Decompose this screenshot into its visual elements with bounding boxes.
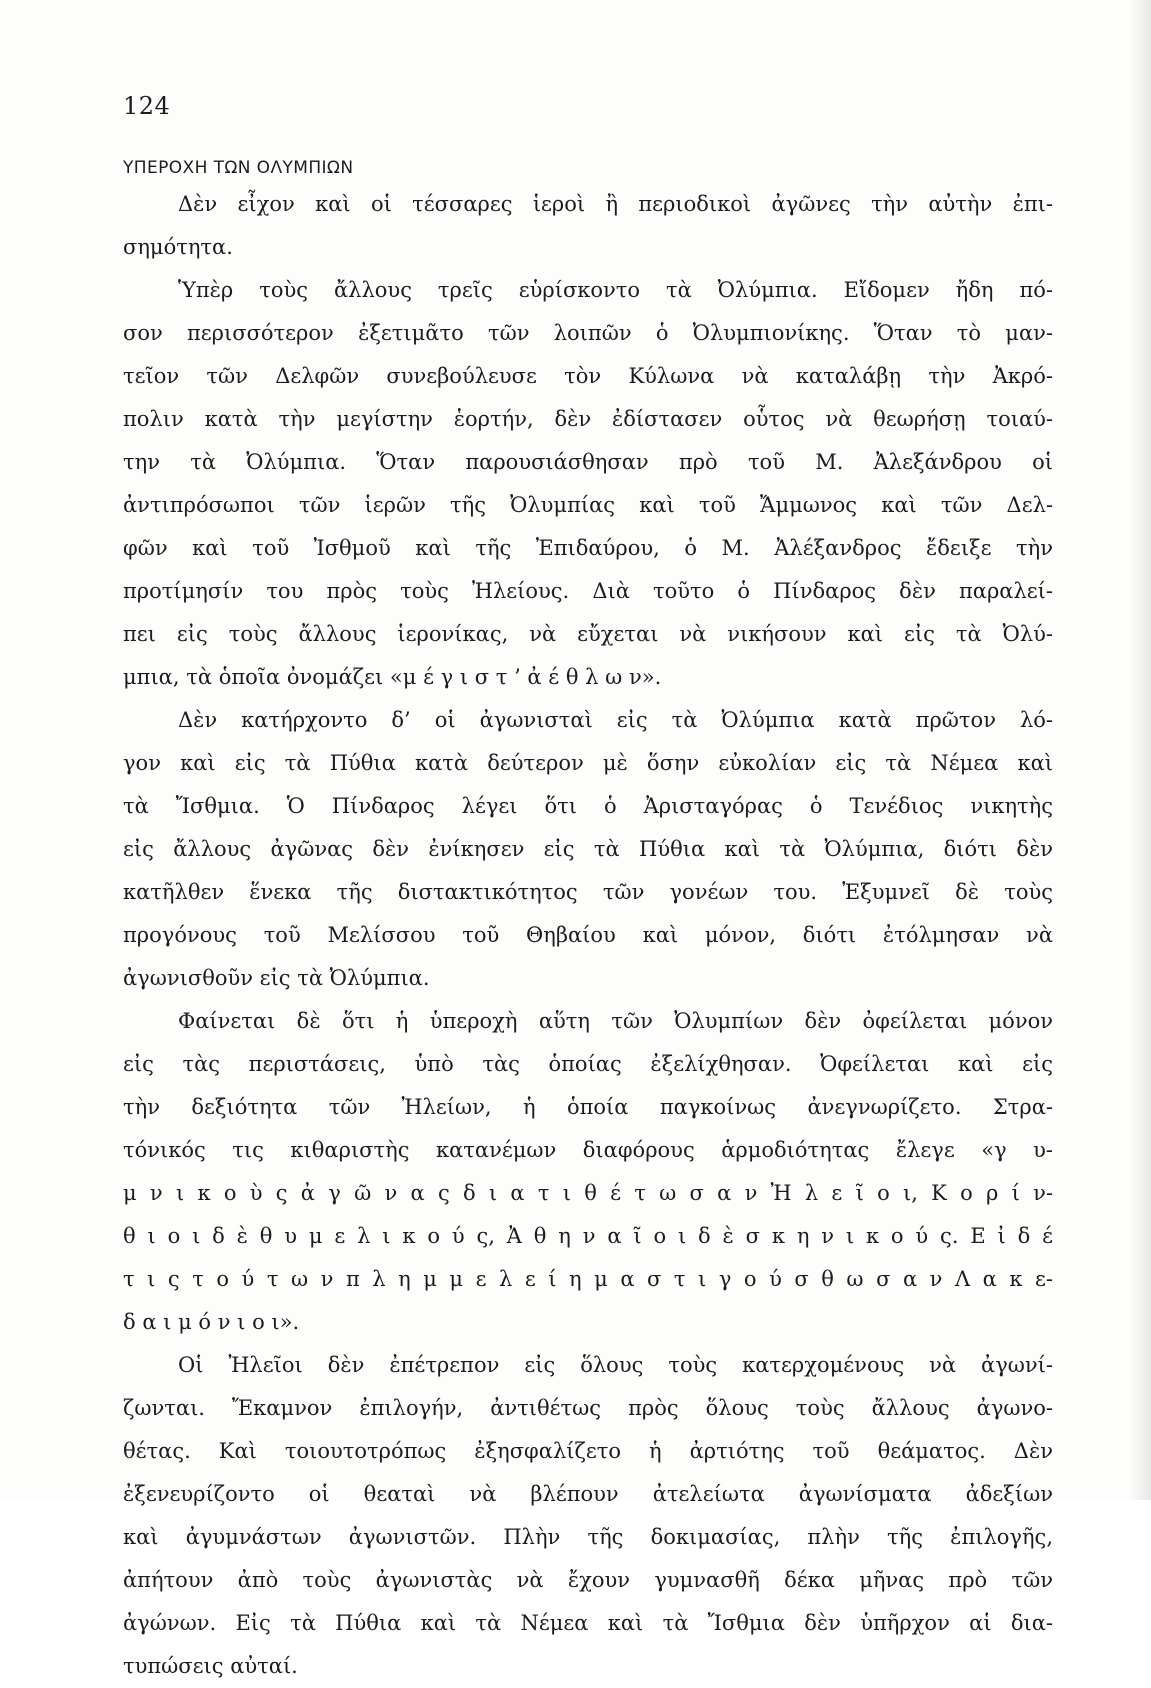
text-line: θέτας. Καὶ τοιουτοτρόπως ἐξησφαλίζετο ἡ ἀρτιότης τοῦ θεάματος. Δὲν — [123, 1439, 1053, 1463]
text-line: προγόνους τοῦ Μελίσσου τοῦ Θηβαίου καὶ μόνον, διότι ἐτόλμησαν νὰ — [123, 923, 1053, 947]
text-line: γον καὶ εἰς τὰ Πύθια κατὰ δεύτερον μὲ ὅσην εὐκολίαν εἰς τὰ Νέμεα καὶ — [123, 751, 1053, 775]
text-line: προτίμησίν του πρὸς τοὺς Ἠλείους. Διὰ τοῦτο ὁ Πίνδαρος δὲν παραλεί- — [123, 579, 1053, 603]
text-line: τυπώσεις αὐταί. — [123, 1654, 298, 1678]
text-line: θ ι ο ι δ ὲ θ υ μ ε λ ι κ ο ύ ς, Ἀ θ η ν α ῖ ο ι δ ὲ σ κ η ν ι κ ο ύ ς. Ε ἰ δ έ — [123, 1224, 1053, 1248]
text-line: μ ν ι κ ο ὺ ς ἀ γ ῶ ν α ς δ ι α τ ι θ έ τ ω σ α ν Ἠ λ ε ῖ ο ι, Κ ο ρ ί ν- — [123, 1181, 1053, 1205]
text-line: Φαίνεται δὲ ὅτι ἡ ὑπεροχὴ αὕτη τῶν Ὀλυμπίων δὲν ὀφείλεται μόνον — [178, 1009, 1053, 1033]
text-line: πολιν κατὰ τὴν μεγίστην ἑορτήν, δὲν ἐδίστασεν οὗτος νὰ θεωρήσῃ τοιαύ- — [123, 407, 1053, 431]
text-line: τεῖον τῶν Δελφῶν συνεβούλευσε τὸν Κύλωνα νὰ καταλάβῃ τὴν Ἀκρό- — [123, 364, 1053, 388]
text-line: ἀντιπρόσωποι τῶν ἱερῶν τῆς Ὀλυμπίας καὶ τοῦ Ἄμμωνος καὶ τῶν Δελ- — [123, 493, 1053, 517]
text-line: κατῆλθεν ἕνεκα τῆς διστακτικότητος τῶν γονέων του. Ἐξυμνεῖ δὲ τοὺς — [123, 880, 1053, 904]
text-line: Δὲν εἶχον καὶ οἱ τέσσαρες ἱεροὶ ἢ περιοδικοὶ ἀγῶνες τὴν αὐτὴν ἐπι- — [178, 192, 1053, 216]
text-line: Δὲν κατήρχοντο δ’ οἱ ἀγωνισταὶ εἰς τὰ Ὀλύμπια κατὰ πρῶτον λό- — [178, 708, 1053, 732]
text-line: ζωνται. Ἔκαμνον ἐπιλογήν, ἀντιθέτως πρὸς ὅλους τοὺς ἄλλους ἀγωνο- — [123, 1396, 1053, 1420]
text-line: τὰ Ἴσθμια. Ὁ Πίνδαρος λέγει ὅτι ὁ Ἀρισταγόρας ὁ Τενέδιος νικητὴς — [123, 794, 1053, 818]
text-line: Οἱ Ἠλεῖοι δὲν ἐπέτρεπον εἰς ὅλους τοὺς κατερχομένους νὰ ἀγωνί- — [178, 1353, 1053, 1377]
running-head: ΥΠΕΡΟΧΗ ΤΩΝ ΟΛΥΜΠΙΩΝ — [123, 158, 354, 178]
text-line: ἀγωνισθοῦν εἰς τὰ Ὀλύμπια. — [123, 966, 430, 990]
text-line: σημότητα. — [123, 235, 233, 259]
page-edge-shadow — [1129, 0, 1151, 1500]
text-line: την τὰ Ὀλύμπια. Ὅταν παρουσιάσθησαν πρὸ τοῦ Μ. Ἀλεξάνδρου οἱ — [123, 450, 1053, 474]
text-line: ἀγώνων. Εἰς τὰ Πύθια καὶ τὰ Νέμεα καὶ τὰ Ἴσθμια δὲν ὑπῆρχον αἱ δια- — [123, 1611, 1053, 1635]
text-line: τὴν δεξιότητα τῶν Ἠλείων, ἡ ὁποία παγκοίνως ἀνεγνωρίζετο. Στρα- — [123, 1095, 1053, 1119]
text-line: τόνικός τις κιθαριστὴς κατανέμων διαφόρους ἁρμοδιότητας ἔλεγε «γ υ- — [123, 1138, 1053, 1162]
text-line: εἰς ἄλλους ἀγῶνας δὲν ἐνίκησεν εἰς τὰ Πύθια καὶ τὰ Ὀλύμπια, διότι δὲν — [123, 837, 1053, 861]
text-line: τ ι ς τ ο ύ τ ω ν π λ η μ μ ε λ ε ί η μ α σ τ ι γ ο ύ σ θ ω σ α ν Λ α κ ε- — [123, 1267, 1053, 1291]
body-text — [123, 183, 1053, 1688]
text-line: ἀπήτουν ἀπὸ τοὺς ἀγωνιστὰς νὰ ἔχουν γυμνασθῆ δέκα μῆνας πρὸ τῶν — [123, 1568, 1053, 1592]
text-line: πει εἰς τοὺς ἄλλους ἱερονίκας, νὰ εὔχεται νὰ νικήσουν καὶ εἰς τὰ Ὀλύ- — [123, 622, 1053, 646]
text-line: σον περισσότερον ἐξετιμᾶτο τῶν λοιπῶν ὁ Ὀλυμπιονίκης. Ὅταν τὸ μαν- — [123, 321, 1053, 345]
text-line: καὶ ἀγυμνάστων ἀγωνιστῶν. Πλὴν τῆς δοκιμασίας, πλὴν τῆς ἐπιλογῆς, — [123, 1525, 1053, 1549]
text-line: εἰς τὰς περιστάσεις, ὑπὸ τὰς ὁποίας ἐξελίχθησαν. Ὀφείλεται καὶ εἰς — [123, 1052, 1053, 1076]
text-line: δ α ι μ ό ν ι ο ι». — [123, 1310, 300, 1334]
text-line: Ὑπὲρ τοὺς ἄλλους τρεῖς εὑρίσκοντο τὰ Ὀλύμπια. Εἴδομεν ἤδη πό- — [178, 278, 1053, 302]
text-line: φῶν καὶ τοῦ Ἰσθμοῦ καὶ τῆς Ἐπιδαύρου, ὁ Μ. Ἀλέξανδρος ἔδειξε τὴν — [123, 536, 1053, 560]
text-line: μπια, τὰ ὁποῖα ὀνομάζει «μ έ γ ι σ τ ’ ἀ έ θ λ ω ν». — [123, 665, 662, 689]
text-line: ἐξενευρίζοντο οἱ θεαταὶ νὰ βλέπουν ἀτελείωτα ἀγωνίσματα ἀδεξίων — [123, 1482, 1053, 1506]
page-number: 124 — [123, 92, 171, 120]
